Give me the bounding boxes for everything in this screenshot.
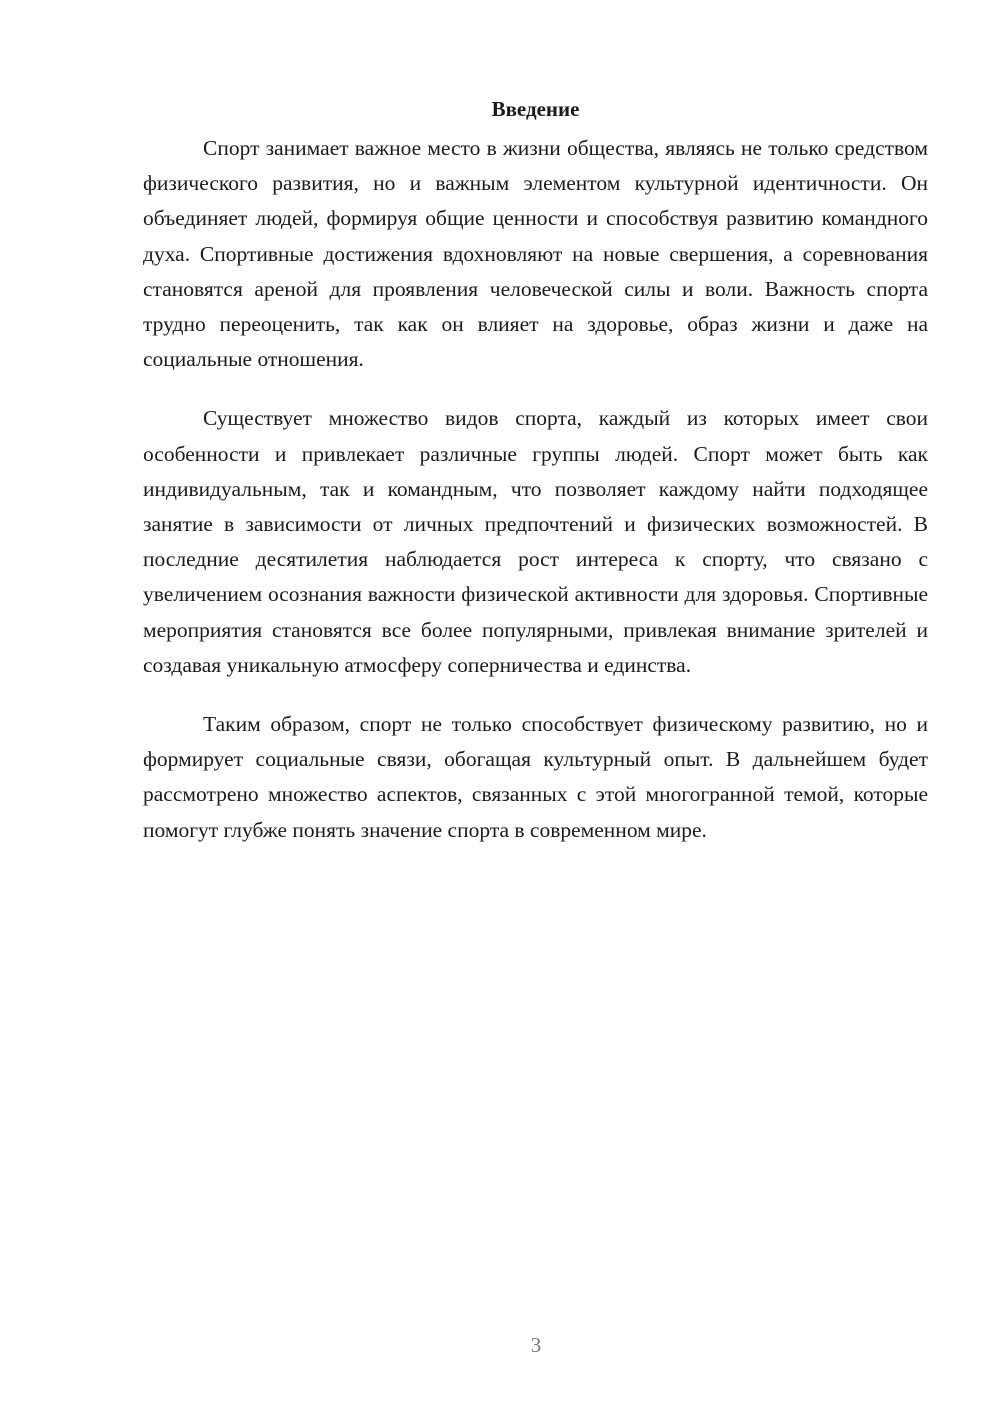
- paragraph-1: Спорт занимает важное место в жизни общества, являясь не только средством физического развития, но и важным элементом культурной идентичности. Он объединяет людей, формируя общие ценности и способствуя развитию командного духа. Спортивные достижения вдохновляют на новые свершения, а соревнования становятся ареной для проявления человеческой силы и воли. Важность спорта трудно переоценить, так как он влияет на здоровье, образ жизни и даже на социальные отношения.: [143, 136, 928, 372]
- paragraph-2: Существует множество видов спорта, каждый из которых имеет свои особенности и привлекает различные группы людей. Спорт может быть как индивидуальным, так и командным, что позволяет каждому найти подходящее занятие в зависимости от личных предпочтений и физических возможностей. В последние десятилетия наблюдается рост интереса к спорту, что связано с увеличением осознания важности физической активности для здоровья. Спортивные мероприятия становятся все более популярными, привлекая внимание зрителей и создавая уникальную атмосферу соперничества и единства.: [143, 406, 928, 677]
- page-content: [143, 94, 928, 872]
- section-heading: Введение: [491, 97, 580, 121]
- paragraph-3: Таким образом, спорт не только способствует физическому развитию, но и формирует социальные связи, обогащая культурный опыт. В дальнейшем будет рассмотрено множество аспектов, связанных с этой многогранной темой, которые помогут глубже понять значение спорта в современном мире.: [143, 712, 928, 842]
- page-number: 3: [530, 1333, 542, 1357]
